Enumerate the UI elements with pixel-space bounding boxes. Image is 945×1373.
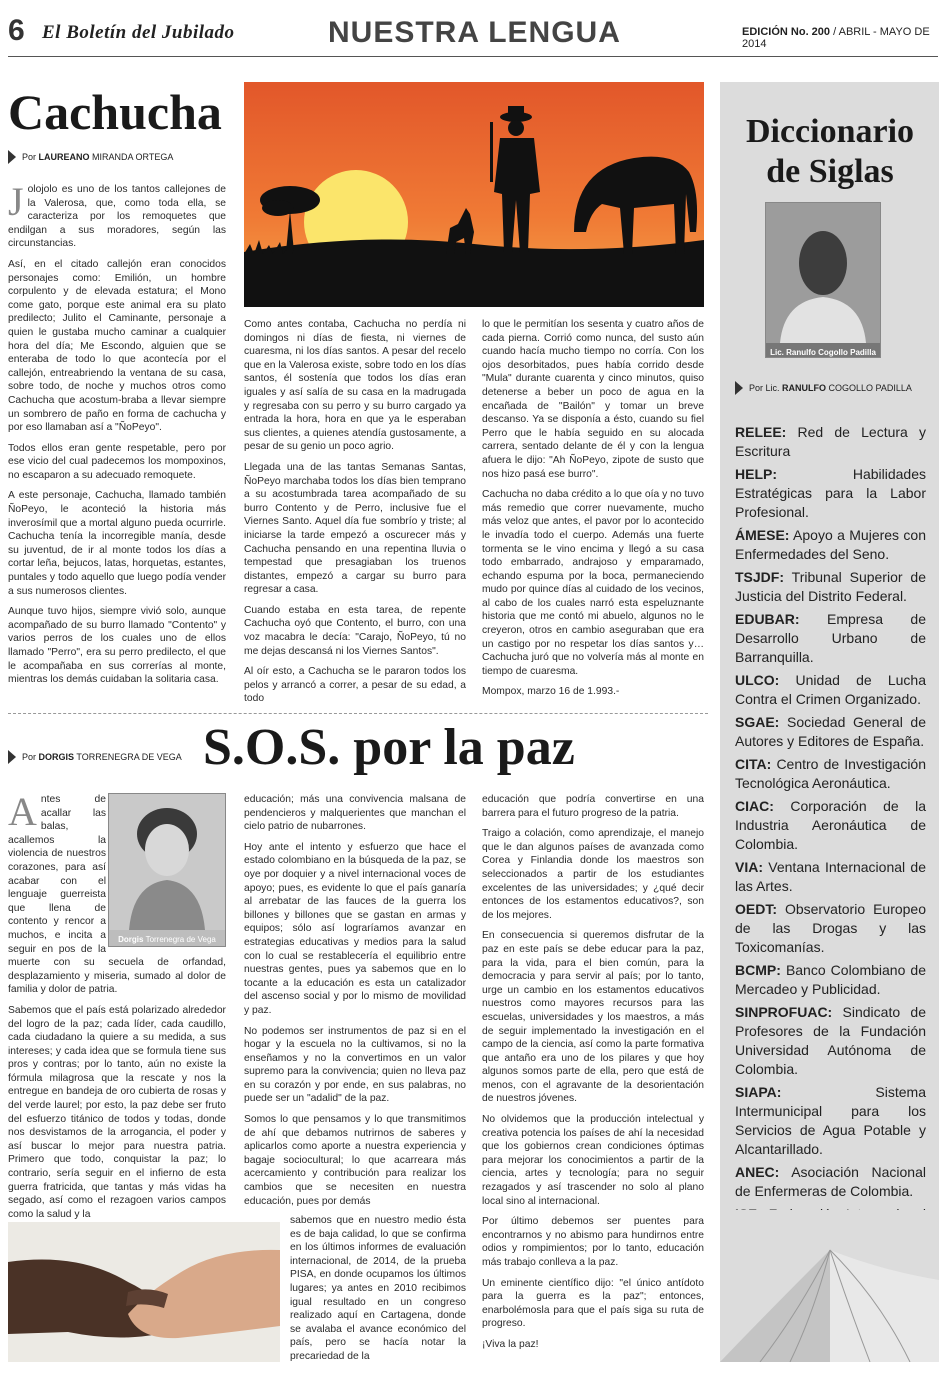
acronym-entry: [735, 1163, 926, 1201]
acronym-term: TSJDF:: [735, 569, 784, 585]
page-number: 6: [8, 14, 25, 47]
acronym-meaning: Habilidades Estratégicas para la Labor Profesional.: [735, 466, 926, 520]
article1-title: Cachucha: [8, 84, 222, 140]
sidebar-byline: Por Lic. RANULFO COGOLLO PADILLA: [735, 383, 912, 393]
article1-col1-p3: A este personaje, Cachucha, llamado también ÑoPeyo, le aconteció la historia más inverosímil que a mortal alguno pueda ocurrirle. Cachucha tenía la incorregible manía, desde su juventud, de ir al monte todos los días a cortar leña, bejucos, latas, horquetas, estantes, puntales y todo aquello que luego podía vender a sus numerosos clientes.: [8, 490, 226, 597]
photo-float-spacer: [106, 793, 226, 949]
acronym-entry: [735, 797, 926, 854]
article1-col1-p2: Todos ellos eran gente respetable, pero por ese vicio del cual padecemos los mompoxinos, no escaparon a su adecuado remoquete.: [8, 442, 226, 481]
article2-col2-p0: educación; más una convivencia malsana de pendencieros y malquerientes que manchan el cielo patrio de nubarrones.: [244, 794, 466, 833]
acronym-term: ULCO:: [735, 672, 780, 688]
article1-col3-p0: lo que le permitían los sesenta y cuatro años de cada pierna. Corrió como nunca, del susto aún cuando hacía mucho tiempo no corría. Con los ojos desorbitados, pues había corrido desde "Mula" durante cuarenta y cinco minutos, quiso detenerse a beber un poco de agua en la encañada de "Bailón" y tomar un breve descanso. Ya se disponía a ésto, cuando su fiel Perro que le había seguido en su alocada carrera, sentado delante de él y con la lengua afuera le dijo: "Ah ÑoPeyo, zipote de susto que nos hizo pasá ese burro".: [482, 319, 704, 480]
acronym-entry: [735, 1003, 926, 1079]
article2-col3: [482, 793, 704, 1359]
article2-title: S.O.S. por la paz: [203, 719, 575, 776]
acronym-term: SIAPA:: [735, 1084, 782, 1100]
article2-col3-p4: Por último debemos ser puentes para encontrarnos y no abismo para hundirnos entre odios y rompimientos; por lo tanto, educación más trabajo conlleva a la paz.: [482, 1216, 704, 1268]
acronym-term: VIA:: [735, 859, 763, 875]
handshake-image: [8, 1222, 280, 1362]
article1-col2-p0: Como antes contaba, Cachucha no perdía ni domingos ni días de fiesta, ni viernes de cuaresma, ni los días santos. A pesar del recelo que en la Valerosa existe, sobre todo en los días santos, él sostenía que todos los días eran iguales y así salía de su casa en la madrugada y regresaba con su perro y su burro cargado ya entrada la hora, hora en que ya le esperaban sus clientes, a quienes atendía gustosamente, a pesar de su genio un poco agrio.: [244, 319, 466, 453]
article1-col3-p1: Cachucha no daba crédito a lo que oía y no tuvo más remedio que correr nuevamente, mucho más veloz que antes, el pavor por lo acontecido le invadía todo el cuerpo. Además una fuerte tormenta se le vino encima y llegó a su casa todo embarrado, andrajoso y emparamado, echando espuma por la boca, permaneciendo mudo por quince días al cuidado de los vecinos, al cabo de los cuales narró esta espeluznante historia que me contó mi abuelo, algunos no le creyeron, otros en cambio aseguraban que era un castigo por no respetar los días santos y…Cachucha juró que no volvería más al monte en tiempo de cuaresma.: [482, 489, 704, 677]
sunset-farmer-illustration: [244, 82, 704, 307]
article2-col1-intro: Antes de acallar las balas, acallemos la violencia de nuestros corazones, para así acabar con el lenguaje guerreista que llena de contento y rencor a muchos, e incita a seguir en pos de la muerte con su secuela de orfandad, desplazamiento y miseria, sumado al dolor de familia y dolor de patria.: [8, 789, 226, 996]
article-divider: [8, 713, 708, 714]
acronym-term: CITA:: [735, 756, 772, 772]
article1-col1-p1: Así, en el citado callejón eran conocidos personajes como: Emilión, un hombre corpulento y de elevada estatura; el Mono come gato, porque este animal era su plato predilecto; Julito el Caminante, personaje a quien le gustaba mucho caminar a cualquier hora del día; Me Escondo, alguien que se enteraba de todo lo que acontecía por el callejón, entreabriendo la ventana de su casa, sobre todo, de noche y muchos otros como Cachucha que acostum-braba a llevar siempre un sombrero de paño en forma de cachucha y por eso llamaban así a "ÑoPeyo".: [8, 258, 226, 434]
acronym-entry: [735, 526, 926, 564]
acronym-term: SGAE:: [735, 714, 780, 730]
header-rule: [8, 56, 938, 57]
article2-byline: Por DORGIS TORRENEGRA DE VEGA: [8, 752, 182, 762]
dropcap-j: J: [8, 179, 24, 224]
acronym-meaning: Ventana Internacional de las Artes.: [735, 859, 927, 894]
acronym-term: HELP:: [735, 466, 777, 482]
article2-col3-p6: ¡Viva la paz!: [482, 1338, 539, 1350]
portrait-image: [766, 203, 880, 343]
acronym-term: SINPROFUAC:: [735, 1004, 833, 1020]
author-photo-ranulfo: [765, 202, 881, 358]
edition-info: [742, 26, 945, 50]
article2-col3-p0: educación que podría convertirse en una barrera para el futuro progreso de la patria.: [482, 794, 704, 819]
acronym-term: EDUBAR:: [735, 611, 800, 627]
edition-number: No. 200: [790, 26, 831, 38]
article2-col1: [8, 789, 226, 1228]
acronym-meaning: Corporación de la Industria Aeronáutica de Colombia.: [735, 798, 927, 852]
article1-col1-p4: Aunque tuvo hijos, siempre vivió solo, aunque acompañado de su burro llamado "Contento" y varios perros de los cuales uno de ellos llamado "Perro", era su perro predilecto, el que le acompañaba en sus correrías al monte, mientras los demás cuidaban la solitaria casa.: [8, 606, 226, 686]
article1-col2: [244, 318, 466, 713]
acronym-entry: [735, 858, 926, 896]
acronym-term: BCMP:: [735, 962, 781, 978]
acronym-term: CIAC:: [735, 798, 774, 814]
author-photo-caption: Dorgis Torrenegra de Vega: [118, 935, 216, 944]
newspaper-brand: El Boletín del Jubilado: [42, 22, 235, 43]
article2-col3-p3: No olvidemos que la producción intelectual y creativa potencia los países de ahí la necesidad que los gobiernos crean condiciones óptimas para mejorar los conocimientos a partir de la ciencia, artes y tecnología; para no seguir rezagados y así trascender no solo al plano local sino al internacional.: [482, 1114, 704, 1207]
acronym-term: RELEE:: [735, 424, 787, 440]
open-book-image: [720, 1210, 939, 1362]
article1-col2-p2: Cuando estaba en esta tarea, de repente Cachucha oyó que Contento, el burro, con una voz macabra le decía: "Carajo, ÑoPeyo, tú no me dejas descansá ni los Viernes Santos".: [244, 604, 466, 657]
article2-col3-p5: Un eminente científico dijo: "el único antídoto para la guerra es la paz"; entonces, enarbolémosla para que el país siga su ruta de progreso.: [482, 1277, 704, 1330]
article1-col2-p1: Llegada una de las tantas Semanas Santas, ÑoPeyo marchaba todos los días bien temprano a su acostumbrada tarea acompañado de su burro Contento y de Perro, inclusive fue el Viernes Santo. Aquel día fue sombrío y triste; al iniciarse la tarde empezó a oscurecer más y Cachucha pensando en una repentina lluvia o tempestad que presagiaban los truenos distantes, empezó a cargar su burro para regresar a casa.: [244, 461, 466, 596]
sidebar-photo-caption: Lic. Ranulfo Cogollo Padilla: [770, 348, 876, 357]
sidebar-title: Diccionario de Siglas: [745, 113, 915, 190]
article2-col2: [244, 793, 466, 1215]
acronym-meaning: Centro de Investigación Tecnológica Aeronáutica.: [735, 756, 927, 791]
article1-col1: [8, 179, 226, 694]
acronym-term: ÁMESE:: [735, 527, 790, 543]
acronym-entry: [735, 610, 926, 667]
acronym-term: OEDT:: [735, 901, 777, 917]
acronym-entry: [735, 961, 926, 999]
acronym-meaning: Tribunal Superior de Justicia del Distrito Federal.: [735, 569, 927, 604]
acronym-meaning: Apoyo a Mujeres con Enfermedades del Seno.: [735, 527, 926, 562]
acronym-entry: [735, 423, 926, 461]
acronym-entry: [735, 755, 926, 793]
acronym-entry: [735, 568, 926, 606]
article2-col3-p2: En consecuencia si queremos disfrutar de la paz en este país se debe educar para la paz, para la vida, para el bien común, para la democracia y para servir al país; por lo tanto, urge un cambio en los estamentos educativos nuestros como mayores recursos para las escuelas, universidades y los maestros, a más de seguir implementado la investigación en el campo de la ciencia, así como la parte formativa que antaño era uno de los pilares y que hoy algunos somos parte de ella, pero que está de menos, con el agravante de la desorientación de nuestros jóvenes.: [482, 930, 704, 1105]
acronym-entry: [735, 1083, 926, 1159]
acronym-meaning: Unidad de Lucha Contra el Crimen Organizado.: [735, 672, 926, 707]
article1-byline: Por LAUREANO MIRANDA ORTEGA: [8, 152, 173, 162]
acronym-meaning: Asociación Nacional de Enfermeras de Colombia.: [735, 1164, 926, 1199]
edition-date: / ABRIL - MAYO DE 2014: [742, 26, 930, 50]
article2-col2-p3: Somos lo que pensamos y lo que transmitimos de ahí que debamos nutrirnos de saberes y aplicarlos como aporte a nuestra experiencia y bagaje sociocultural; lo que acarreara más acercamiento y contribución para realizar los cambios que se necesiten en nuestra educación, pues por demás: [244, 1114, 466, 1207]
article1-col2-p3: Al oír esto, a Cachucha se le pararon todos los pelos y arrancó a correr, a pesar de su edad, a todo: [244, 666, 466, 705]
acronym-entry: [735, 713, 926, 751]
section-title: NUESTRA LENGUA: [328, 16, 621, 49]
article2-col2-p1: Hoy ante el intento y esfuerzo que hace el estado colombiano en la búsqueda de la paz, se oye por doquier y a nivel internacional voces de apoyo; pues, es evidente lo que el país ganaría al arrebatar de las fauces de la guerra los billones y billones que se gastan en armas y equipos; sólo así lograríamos avanzar en estrategias educativas y medios para la salud con lo cual se restablecería el equilibrio entre nuestras gentes, pues ya sabemos que en lo tocante a la educación es esta un catalizador del ascenso social y por lo mismo de movilidad y paz.: [244, 841, 466, 1016]
acronym-term: ANEC:: [735, 1164, 780, 1180]
article2-col2-p2: No podemos ser instrumentos de paz si en el hogar y la escuela no la cultivamos, si no la enseñamos y no la convertimos en un valor supremo para la convivencia; quien no lleva paz en su corazón y por ende, en sus palabras, no puede ser un "adalid" de la paz.: [244, 1025, 466, 1105]
article2-col3-p1: Traigo a colación, como aprendizaje, el manejo que le dan algunos países de avanzada como Corea y Finlandia donde los maestros son seleccionados a partir de los estudiantes excelentes de las universidades; y ¿qué decir entonces de los estamentos educativos?, son de los mejores.: [482, 828, 704, 921]
acronym-meaning: Observatorio Europeo de las Drogas y las Toxicomanías.: [735, 901, 927, 955]
article1-col1-p0: Jolojolo es uno de los tantos callejones de la Valerosa, que, como toda ella, se caracteriza por los remoquetes que endilgan a sus moradores, según las circunstancias.: [8, 179, 226, 250]
acronym-meaning: Sindicato de Profesores de la Fundación Universidad Autónoma de Colombia.: [735, 1004, 926, 1077]
acronym-entry: [735, 671, 926, 709]
article1-col3-p2: Mompox, marzo 16 de 1.993.-: [482, 686, 620, 698]
dropcap-a: A: [8, 789, 37, 834]
acronym-meaning: Sistema Intermunicipal para los Servicios de Agua Potable y Alcantarillado.: [735, 1084, 926, 1157]
article1-col3: [482, 318, 704, 706]
acronym-entry: [735, 465, 926, 522]
article2-col1-p1: Sabemos que el país está polarizado alrededor del logro de la paz; cada líder, cada caudillo, cada ciudadano la quiere a su medida, a sus intereses; y cada idea que se formula tiene sus pros y contras; por lo tanto, aún no existe la fórmula milagrosa que la rescate y nos la entregue en bandeja de oro cubierta de rosas y del verde laurel; por esto, la paz debe ser fruto del esfuerzo titánico de todos y todas, donde nos desvistamos de la arrogancia, el poder y así buscar lo mejor para nuestra patria. Primero que todo, conquistar la paz; lo contrario, sería seguir en el infierno de esta guerra fratricida, que tantas y más vidas ha segado, así como el rezagoen varios campos como la salud y la: [8, 1004, 226, 1220]
acronym-meaning: Sociedad General de Autores y Editores de España.: [735, 714, 927, 749]
edition-label: EDICIÓN: [742, 26, 788, 38]
acronym-meaning: Red de Lectura y Escritura: [735, 424, 927, 459]
acronym-meaning: Banco Colombiano de Mercadeo y Publicidad.: [735, 962, 926, 997]
acronym-entry: [735, 900, 926, 957]
article2-col2-bottom: [290, 1214, 466, 1371]
article2-col2-bottom-p: sabemos que en nuestro medio ésta es de baja calidad, lo que se confirma en los últimos informes de evaluación internacional, de 2014, de la prueba PISA, en donde ocupamos los últimos lugares; ya antes en 2010 recibimos igual resultado en un congreso realizado aquí en Cartagena, donde se avalaba el avance económico del país, pero se hacía notar la precariedad de la: [290, 1215, 466, 1362]
acronym-meaning: Empresa de Desarrollo Urbano de Barranquilla.: [735, 611, 926, 665]
